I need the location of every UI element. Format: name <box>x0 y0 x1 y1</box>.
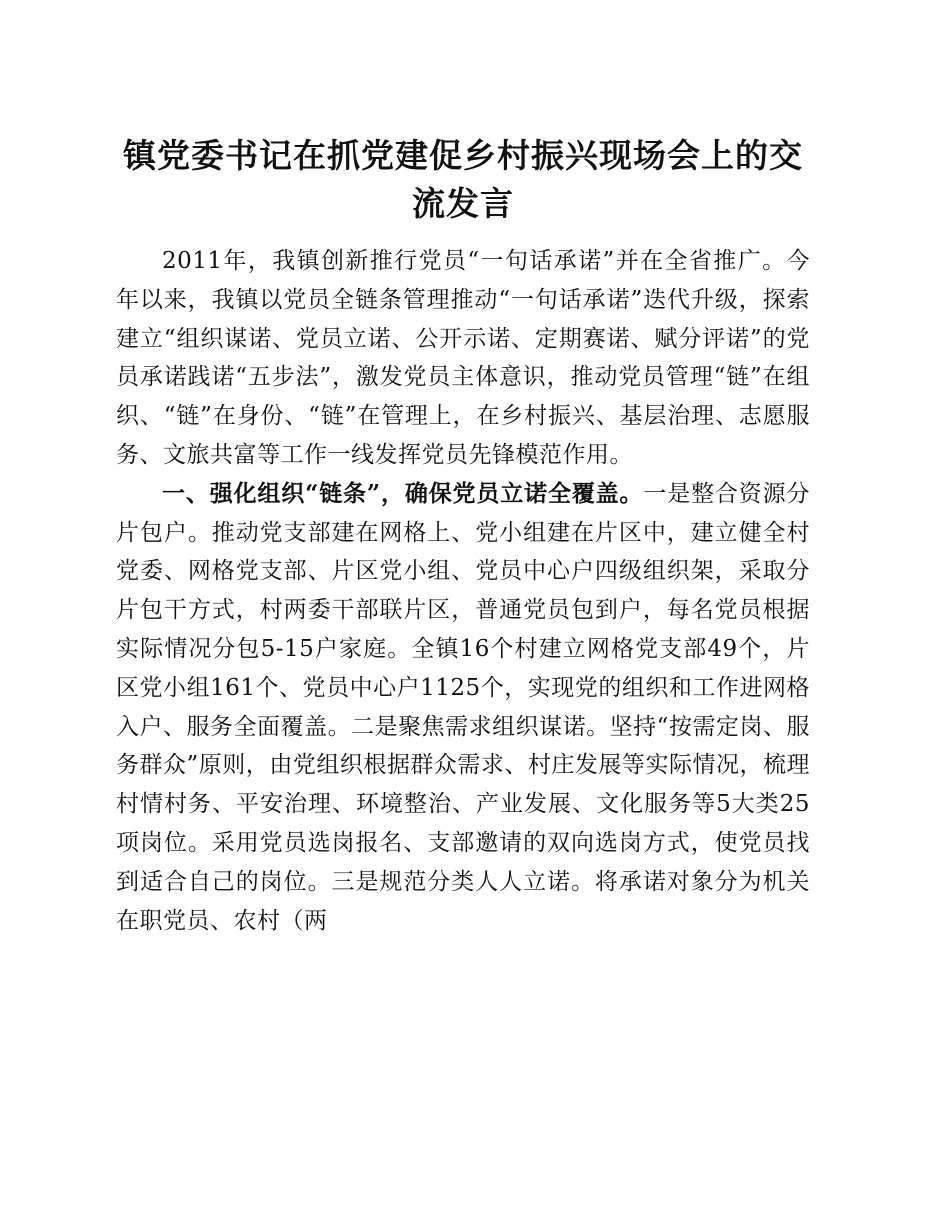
section-1-body: 一是整合资源分片包户。推动党支部建在网格上、党小组建在片区中，建立健全村党委、网格党支部、片区党小组、党员中心户四级组织架，采取分片包干方式，村两委干部联片区，普通党员包到户，每名党员根据实际情况分包5-15户家庭。全镇16个村建立网格党支部49个，片区党小组161个、党员中心户1125个，实现党的组织和工作进网格入户、服务全面覆盖。二是聚焦需求组织谋诺。坚持“按需定岗、服务群众”原则，由党组织根据群众需求、村庄发展等实际情况，梳理村情村务、平安治理、环境整治、产业发展、文化服务等5大类25项岗位。采用党员选岗报名、支部邀请的双向选岗方式，使党员找到适合自己的岗位。三是规范分类人人立诺。将承诺对象分为机关在职党员、农村（两 <box>116 480 810 934</box>
document-page <box>116 132 810 940</box>
paragraph-section-1 <box>116 475 810 941</box>
title-line-2: 流发言 <box>412 184 514 223</box>
document-title <box>116 132 810 228</box>
section-1-heading: 一、强化组织“链条”，确保党员立诺全覆盖。 <box>162 479 644 507</box>
document-body <box>116 242 810 940</box>
paragraph-intro: 2011年，我镇创新推行党员“一句话承诺”并在全省推广。今年以来，我镇以党员全链条管理推动“一句话承诺”迭代升级，探索建立“组织谋诺、党员立诺、公开示诺、定期赛诺、赋分评诺”的党员承诺践诺“五步法”，激发党员主体意识，推动党员管理“链”在组织、“链”在身份、“链”在管理上，在乡村振兴、基层治理、志愿服务、文旅共富等工作一线发挥党员先锋模范作用。 <box>116 248 810 468</box>
title-line-1: 镇党委书记在抓党建促乡村振兴现场会上的交 <box>123 136 803 175</box>
